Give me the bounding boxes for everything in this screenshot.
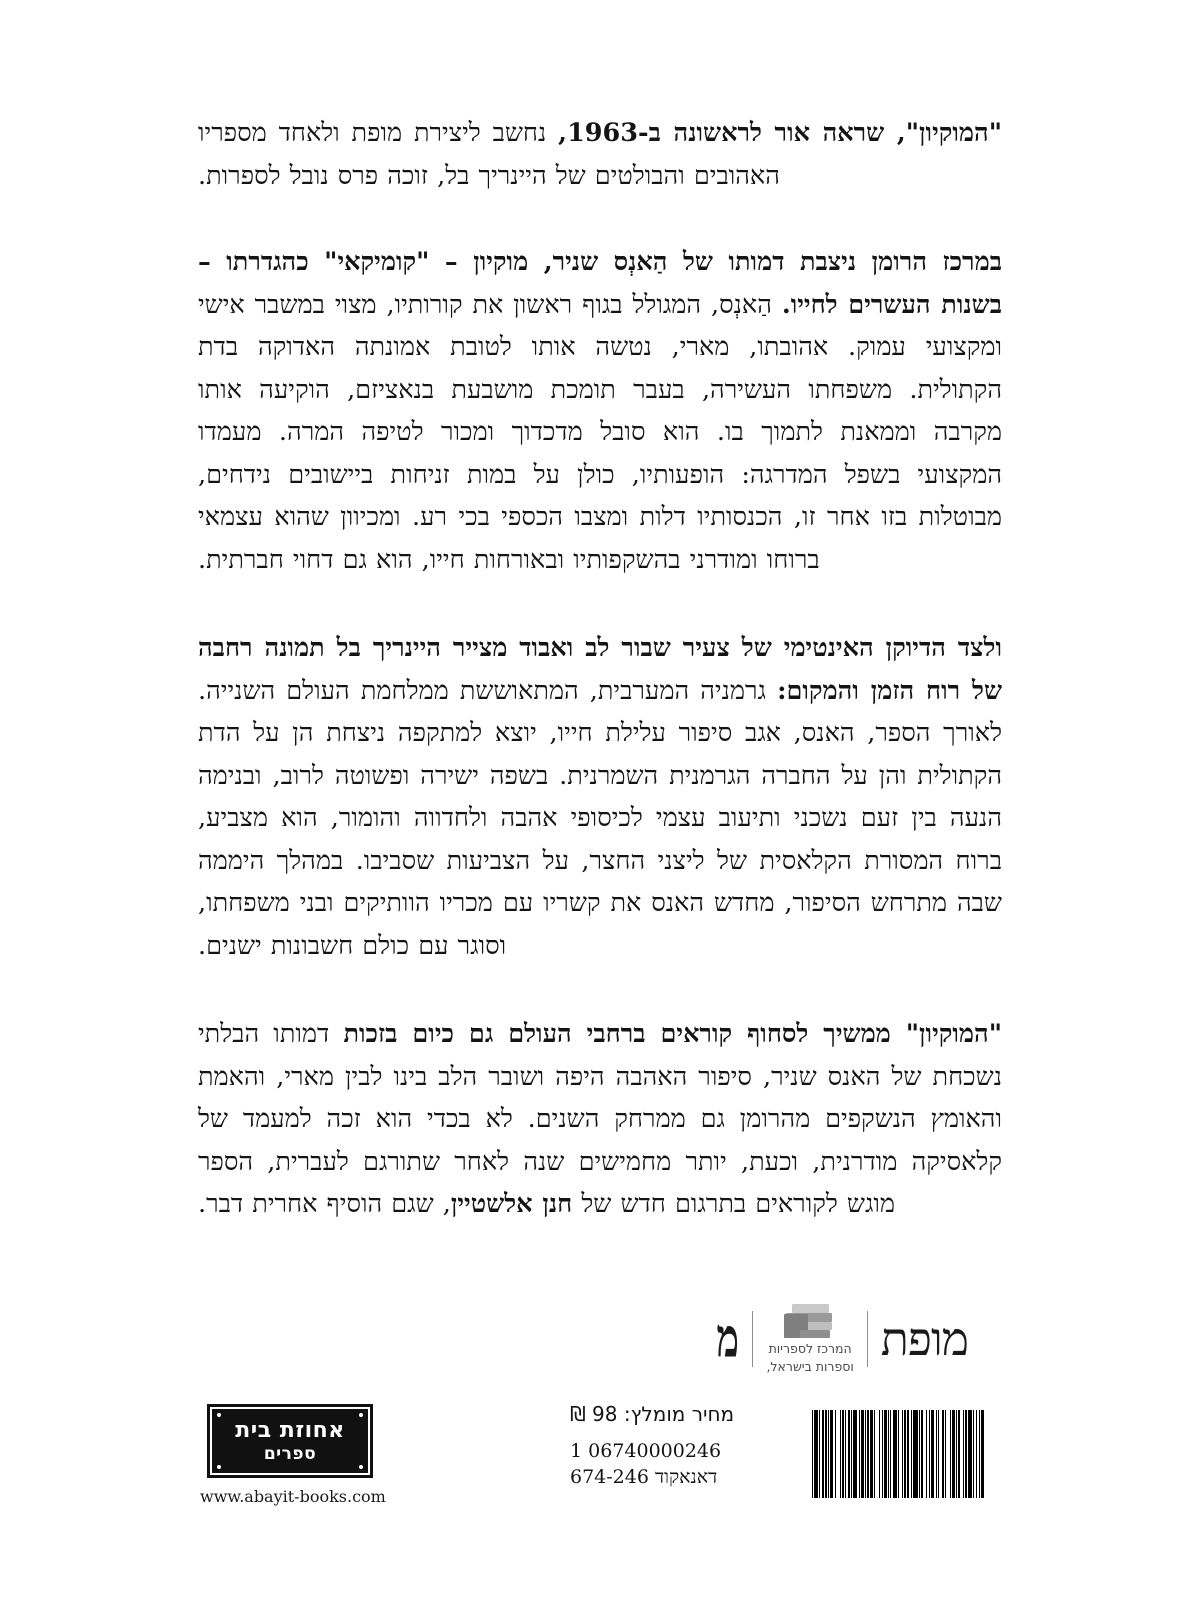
mofet-logo bbox=[678, 1296, 968, 1382]
logo-divider-right bbox=[752, 1311, 753, 1367]
mofet-subtitle-line2: וספרות בישראל, bbox=[766, 1359, 854, 1374]
stacked-books-icon bbox=[784, 1304, 836, 1338]
blurb-paragraph-4-tail: , שגם הוסיף אחרית דבר. bbox=[198, 1189, 451, 1219]
mofet-subtitle-line1: המרכז לספריות bbox=[768, 1341, 852, 1356]
translator-name: חנן אלשטיין bbox=[450, 1189, 573, 1219]
publisher-subtitle: ספרים bbox=[263, 1443, 317, 1464]
price-block bbox=[570, 1400, 790, 1490]
mofet-logo-word: מופת bbox=[880, 1312, 968, 1366]
blurb-paragraph-3-lead: ולצד הדיוקן האינטימי של צעיר שבור לב ואבוד מצייר היינריך בל תמונה רחבה של רוח הזמן והמקום: bbox=[198, 633, 1003, 706]
blurb-paragraph-1 bbox=[198, 112, 1002, 197]
blurb-content bbox=[198, 112, 1002, 1226]
isbn-number: 06740000246 1 bbox=[570, 1440, 722, 1462]
publisher-name: אחוזת בית bbox=[235, 1417, 345, 1443]
blurb-paragraph-3-body: גרמניה המערבית, המתאוששת ממלחמת העולם השנייה. לאורך הספר, האנס, אגב סיפור עלילת חייו, יוצא למתקפה ניצחת הן על הדת הקתולית והן על החברה הגרמנית השמרנית. בשפה ישירה ופשוטה לרוב, ובנימה הנעה בין זעם נשכני ותיעוב עצמי לכיסופי אהבה ולחדווה והומור, הוא מצביע, ברוח המסורת הקלאסית של ליצני החצר, על הצביעות שסביבו. במהלך היממה שבה מתרחש הסיפור, מחדש האנס את קשריו עם מכריו הוותיקים ובני משפחתו, וסוגר עם כולם חשבונות ישנים. bbox=[198, 675, 1002, 961]
blurb-paragraph-3 bbox=[198, 627, 1002, 967]
recommended-price-label: מחיר מומלץ: 98 ₪ bbox=[570, 1402, 735, 1426]
ean13-barcode bbox=[809, 1410, 984, 1498]
logo-divider-left bbox=[867, 1311, 868, 1367]
blurb-paragraph-4-lead: "המוקיון" ממשיך לסחוף קוראים ברחבי העולם גם כיום בזכות bbox=[343, 1019, 1002, 1049]
mofet-logo-center bbox=[766, 1304, 853, 1374]
blurb-paragraph-4 bbox=[198, 1013, 1002, 1226]
danacode-number: דאנאקוד 674-246 bbox=[570, 1466, 718, 1488]
publisher-logo bbox=[200, 1404, 386, 1507]
blurb-paragraph-2-body: הַאנְס, המגולל בגוף ראשון את קורותיו, מצוי במשבר אישי ומקצועי עמוק. אהובתו, מארי, נטשה אותו לטובת אמונתה האדוקה בדת הקתולית. משפחתו העשירה, בעבר תומכת מושבעת בנאציזם, הוקיעה אותו מקרבה וממאנת לתמוך בו. הוא סובל מדכדוך ומכור לטיפה המרה. מעמדו המקצועי בשפל המדרגה: הופעותיו, כולן על במות זניחות ביישובים נידחים, מבוטלות בזו אחר זו, הכנסותיו דלות ומצבו הכספי בכי רע. ומכיוון שהוא עצמאי ברוחו ומודרני בהשקפותיו ובאורחות חייו, הוא גם דחוי חברתית. bbox=[198, 289, 1002, 575]
blurb-paragraph-4-body: דמותו הבלתי נשכחת של האנס שניר, סיפור האהבה היפה ושובר הלב בינו לבין מארי, והאמת והאומץ הנשקפים מהרומן גם ממרחק השנים. לא בכדי הוא זכה למעמד של קלאסיקה מודרנית, וכעת, יותר מחמישים שנה לאחר שתורגם לעברית, הספר מוגש לקוראים בתרגום חדש של bbox=[198, 1019, 1002, 1219]
mofet-mem-glyph-icon: מ bbox=[716, 1306, 739, 1371]
blurb-paragraph-2 bbox=[198, 241, 1002, 581]
blurb-paragraph-2-lead: במרכז הרומן ניצבת דמותו של הַאנְס שניר, מוקיון – "קומיקאי" כהגדרתו – בשנות העשרים לחייו. bbox=[198, 247, 1002, 320]
publisher-plate bbox=[207, 1404, 373, 1478]
blurb-paragraph-1-lead: "המוקיון", שראה אור לראשונה ב-1963, bbox=[558, 118, 1002, 148]
publisher-url[interactable]: www.abayit-books.com bbox=[200, 1487, 386, 1506]
blurb-paragraph-1-body: נחשב ליצירת מופת ולאחד מספריו האהובים והבולטים של היינריך בל, זוכה פרס נובל לספרות. bbox=[198, 118, 780, 191]
